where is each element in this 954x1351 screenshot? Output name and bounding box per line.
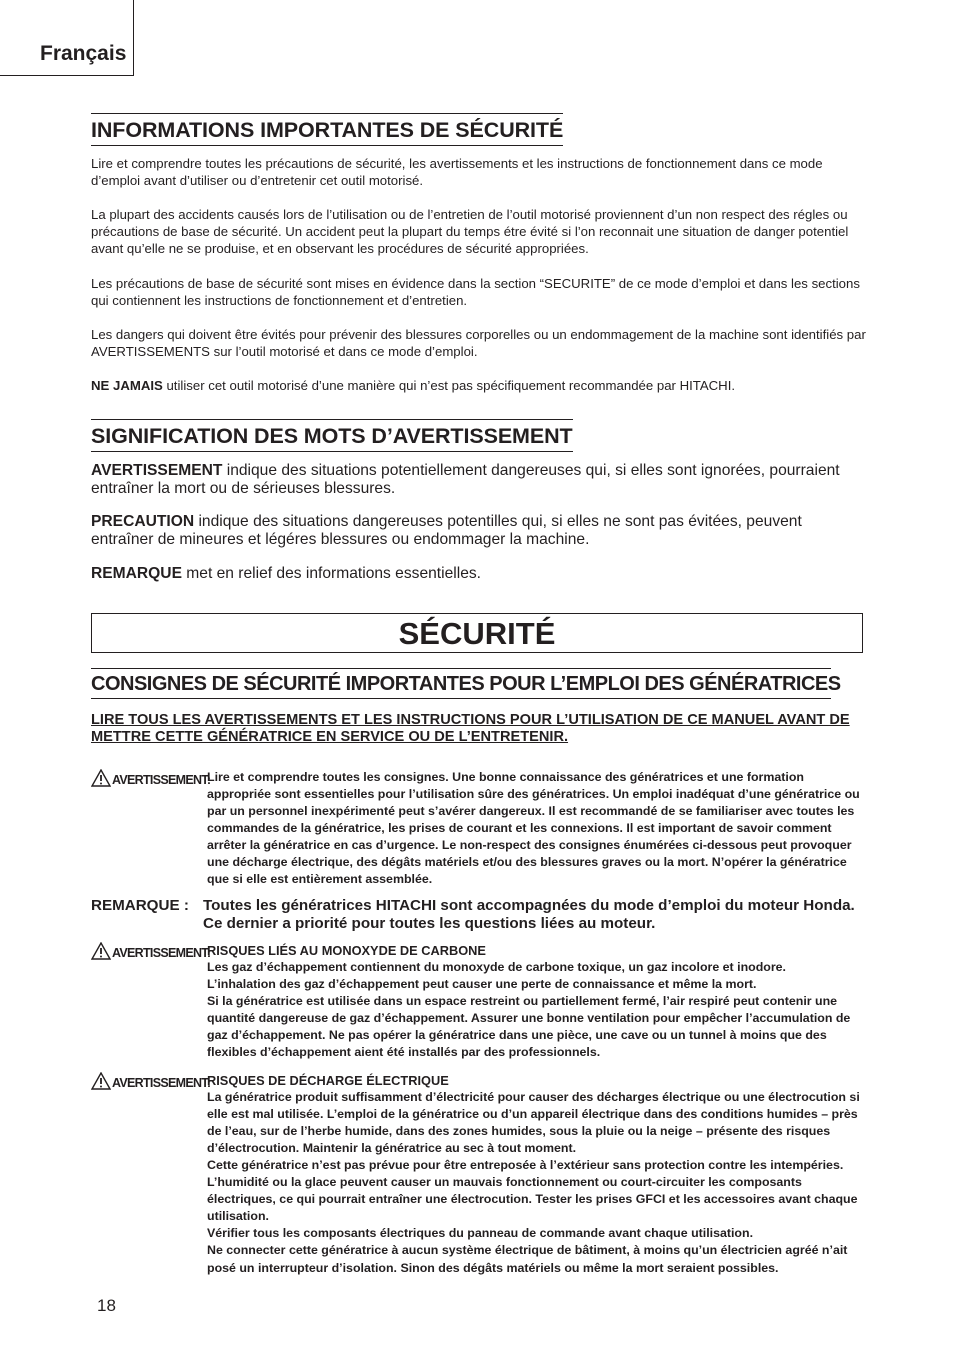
paragraph-ne-jamais [91,377,866,394]
underlined-instruction: LIRE TOUS LES AVERTISSEMENTS ET LES INSTRUCTIONS POUR L’UTILISATION DE CE MANUEL AVANT DE METTRE CETTE GÉNÉRATRICE EN SERVICE OU DE L’ENTRETENIR. [91,712,850,746]
warning-decharge-line: La génératrice produit suffisamment d’électricité pour causer des décharges électrique ou une électrocution si elle est mal utilisée. L’emploi de la génératrice ou d’un appareil électrique dans des conditions humides – près de l’eau, sur de l’herbe humide, dans des zones humides, sous la pluie ou la neige – présente des risques d’électrocution. Maintenir la génératrice au sec à tout moment. [207,1090,860,1156]
definition-remarque [91,565,856,583]
remarque-text: Toutes les génératrices HITACHI sont accompagnées du mode d’emploi du moteur Honda. Ce dernier a priorité pour toutes les questions liées au moteur. [203,897,855,932]
warning-general [91,769,866,888]
warning-decharge-line: Vérifier tous les composants électriques du panneau de commande avant chaque utilisation. [207,1226,754,1241]
page-number: 18 [97,1296,116,1315]
section-title-consignes: CONSIGNES DE SÉCURITÉ IMPORTANTES POUR L’EMPLOI DES GÉNÉRATRICES [91,668,831,699]
language-label: Français [40,42,127,65]
ne-jamais-term: NE JAMAIS [91,378,163,393]
warning-decharge-line: Ne connecter cette génératrice à aucun système électrique de bâtiment, à moins qu’un électricien agréé n’ait posé un interrupteur d’isolation. Sinon des dégâts matériels ou même la mort seraient possibles. [207,1243,848,1275]
section-title-signification: SIGNIFICATION DES MOTS D’AVERTISSEMENT [91,419,573,452]
term-precaution: PRECAUTION [91,513,195,530]
definition-precaution-text: indique des situations dangereuses potentilles qui, si elles ne sont pas évitées, peuvent entraîner de mineures et légéres blessures ou endommager la machine. [91,513,802,548]
warning-monoxyde-line: Si la génératrice est utilisée dans un espace restreint ou partiellement fermé, l’air respiré peut contenir une quantité dangereuse de gaz d’échappement. Assurer une bonne ventilation pour empêcher l’accumulation de gaz d’échappement. Ne pas opérer la génératrice dans une pièce, une cave ou un tunnel à moins que des flexibles d’échappement aient été installés par des professionnels. [207,994,851,1060]
warning-label: AVERTISSEMENT: [91,1072,210,1090]
definition-avertissement-text: indique des situations potentiellement dangereuses qui, si elles sont ignorées, pourraient entraîner la mort ou de sérieuses blessures. [91,462,840,497]
warning-monoxyde-title: RISQUES LIÉS AU MONOXYDE DE CARBONE [207,943,486,958]
section-title-informations: INFORMATIONS IMPORTANTES DE SÉCURITÉ [91,113,563,146]
warning-label: AVERTISSEMENT: [91,942,210,960]
warning-general-text: Lire et comprendre toutes les consignes. Une bonne connaissance des génératrices et une formation appropriée sont essentielles pour l’utilisation sûre des génératrices. Un emploi inadéquat d’une génératrice ou par un personnel inexpérimenté peut s’avérer dangereux. Il est recommandé de se familiariser avec toutes les commandes de la génératrice, les prises de courant et les connexions. Il est important de savoir comment arrêter la génératrice en cas d’urgence. Le non-respect des consignes énumérées ci-dessous peut provoquer une décharge électrique, des dégâts matériels et/ou des blessures graves ou la mort. N’opérer la génératrice que si elle est entièrement assemblée. [207,770,860,887]
term-avertissement: AVERTISSEMENT [91,462,223,479]
remarque-honda [91,897,861,933]
warning-triangle-icon [91,1072,111,1090]
paragraph-dangers: Les dangers qui doivent être évités pour prévenir des blessures corporelles ou un endommagement de la machine sont identifiés par AVERTISSEMENTS sur l’outil motorisé et dans ce mode d’emploi. [91,327,866,360]
warning-monoxyde-line: L’inhalation des gaz d’échappement peut causer une perte de connaissance et même la mort. [207,977,757,992]
definition-precaution [91,513,856,549]
securite-heading: SÉCURITÉ [91,613,863,653]
warning-monoxyde-line: Les gaz d’échappement contiennent du monoxyde de carbone toxique, un gaz incolore et inodore. [207,960,786,975]
warning-decharge-line: Cette génératrice n’est pas prévue pour être entreposée à l’extérieur sans protection contre les intempéries. L’humidité ou la glace peuvent causer un mauvais fonctionnement ou court-circuiter les composants électriques, ce qui pourrait entraîner une électrocution. Tester les prises GFCI et les accessoires avant chaque utilisation. [207,1158,858,1224]
warning-triangle-icon [91,769,111,787]
warning-monoxyde-text [207,942,866,1061]
warning-decharge-title: RISQUES DE DÉCHARGE ÉLECTRIQUE [207,1073,449,1088]
ne-jamais-text: utiliser cet outil motorisé d’une manière qui n’est pas spécifiquement recommandée par HITACHI. [162,378,736,393]
warning-triangle-icon [91,942,111,960]
language-tab [0,0,134,76]
paragraph-precautions: Les précautions de base de sécurité sont mises en évidence dans la section “SECURITE” de ce mode d’emploi et dans les sections qui contiennent les instructions de fonctionnement et d’entretien. [91,276,860,309]
paragraph-accidents: La plupart des accidents causés lors de l’utilisation ou de l’entretien de l’outil motorisé proviennent d’un non respect des régles ou précautions de base de sécurité. Un accident peut la plupart du temps étre évité si l’on reconnait une situation de danger potentiel avant qu’elle ne se produise, et en observant les procédures de sécurité appropriées. [91,207,849,257]
warning-decharge-text [207,1072,866,1277]
warning-decharge [91,1072,866,1277]
paragraph-intro: Lire et comprendre toutes les précautions de sécurité, les avertissements et les instructions de fonctionnement dans ce mode d’emploi avant d’utiliser ou d’entretenir cet outil motorisé. [91,156,823,189]
term-remarque: REMARQUE [91,565,182,582]
definition-avertissement [91,462,856,498]
warning-label: AVERTISSEMENT: [91,769,210,787]
definition-remarque-text: met en relief des informations essentielles. [181,565,481,582]
warning-monoxyde [91,942,866,1061]
remarque-label: REMARQUE : [91,897,189,914]
